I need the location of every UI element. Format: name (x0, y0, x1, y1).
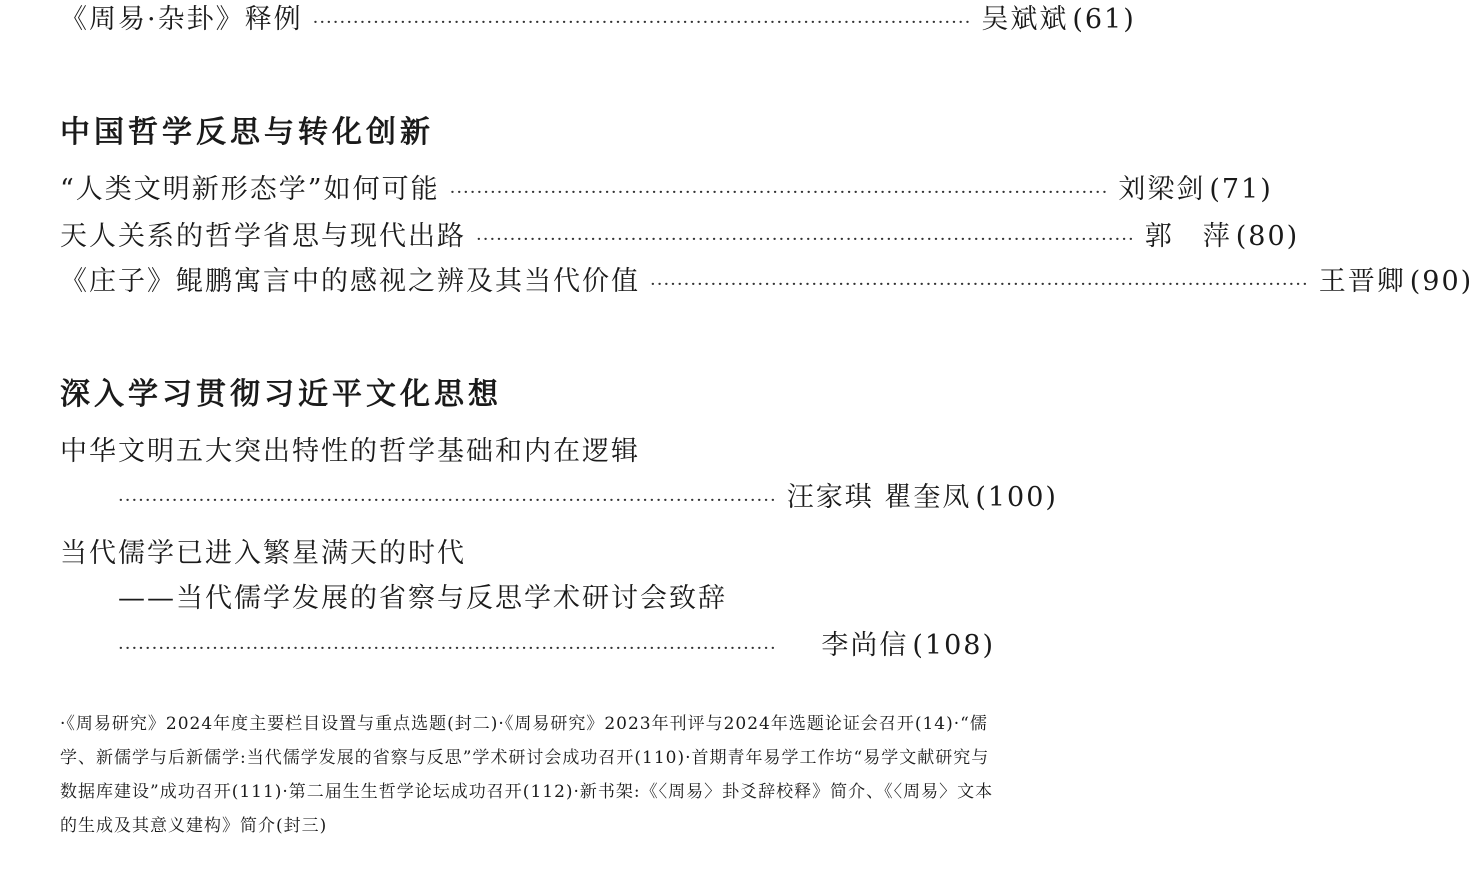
entry-author: 吴斌斌 (981, 4, 1069, 35)
entry-page: (71) (1209, 174, 1273, 205)
entry-page: (100) (975, 482, 1058, 513)
footer-notes: ·《周易研究》2024年度主要栏目设置与重点选题(封二)·《周易研究》2023年刊评与2024年选题论证会召开(14)·“儒学、新儒学与后新儒学:当代儒学发展的省察与反思”学术研讨会成功召开(110)·首期青年易学工作坊“易学文献研究与数据库建设”成功召开(111)·第二届生生哲学论坛成功召开(112)·新书架:《〈周易〉卦爻辞校释》简介、《〈周易〉文本的生成及其意义建构》简介(封三) (60, 714, 994, 836)
entry-author: 郭 萍 (1144, 221, 1232, 252)
entry-title: 《庄子》鲲鹏寓言中的感视之辨及其当代价值 (60, 266, 640, 297)
toc-entry-continuation[interactable] (118, 632, 995, 659)
entry-title: 天人关系的哲学省思与现代出路 (60, 221, 466, 252)
toc-entry[interactable] (60, 221, 1300, 252)
toc-entry[interactable] (60, 4, 1136, 35)
entry-title: “人类文明新形态学”如何可能 (60, 174, 440, 205)
entry-subtitle: ——当代儒学发展的省察与反思学术研讨会致辞 (118, 583, 727, 614)
dot-leader: ·································································································· (650, 274, 1309, 295)
entry-author: 刘梁剑 (1118, 174, 1206, 205)
entry-title[interactable]: 当代儒学已进入繁星满天的时代 (60, 538, 466, 569)
toc-entry-continuation[interactable] (118, 482, 1058, 513)
entry-page: (108) (912, 630, 995, 661)
dot-leader: ·································································································· (476, 229, 1135, 250)
entry-author: 汪家琪 瞿奎凤 (786, 482, 972, 513)
section-heading: 深入学习贯彻习近平文化思想 (60, 377, 502, 412)
dot-leader: ·································································································· (312, 12, 972, 33)
entry-page: (61) (1072, 4, 1136, 35)
dot-leader: ·································································································· (118, 638, 777, 659)
entry-title: 《周易·杂卦》释例 (60, 4, 303, 35)
section-heading: 中国哲学反思与转化创新 (60, 115, 434, 150)
toc-entry[interactable] (60, 266, 1473, 297)
dot-leader: ·································································································· (449, 182, 1109, 203)
entry-author: 李尚信 (821, 630, 909, 661)
entry-author: 王晋卿 (1318, 266, 1406, 297)
entry-page: (90) (1409, 266, 1473, 297)
entry-title[interactable]: 中华文明五大突出特性的哲学基础和内在逻辑 (60, 436, 640, 467)
entry-page: (80) (1235, 221, 1300, 252)
dot-leader: ·································································································· (118, 490, 777, 511)
toc-entry[interactable] (60, 174, 1273, 205)
